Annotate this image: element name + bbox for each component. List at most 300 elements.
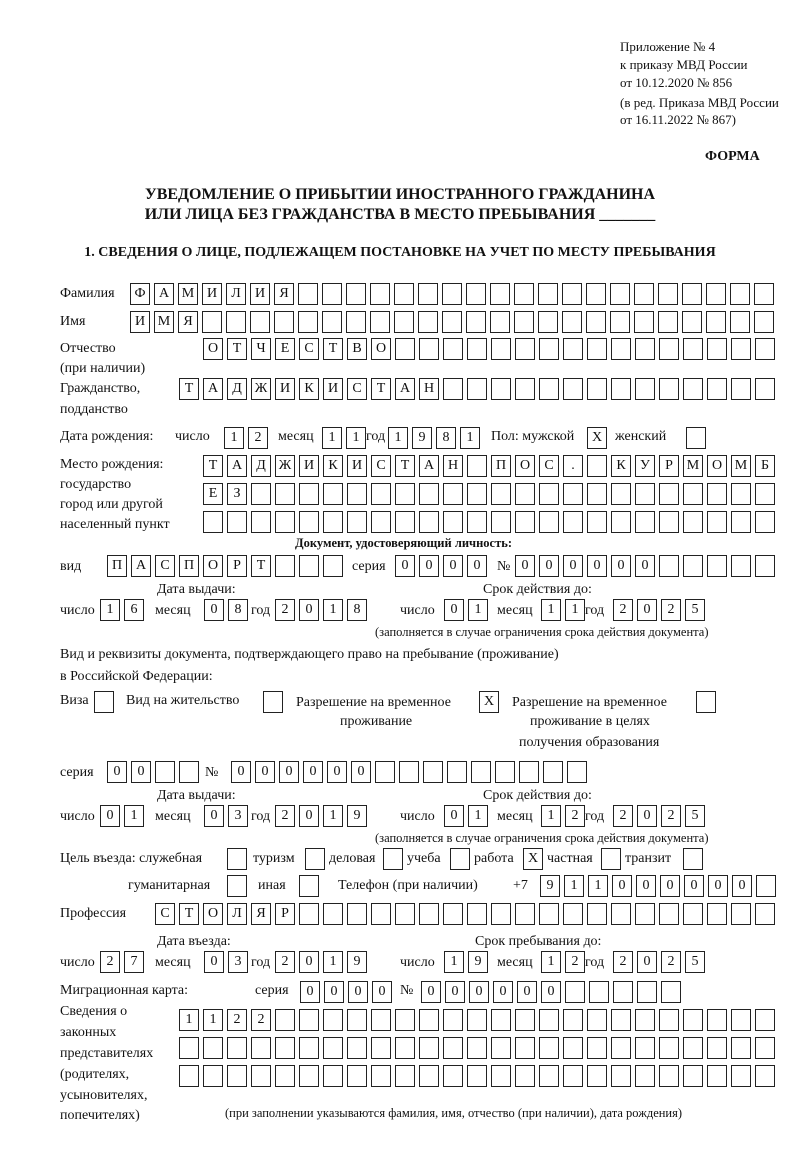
patronymic-char-box[interactable] bbox=[587, 338, 607, 360]
surname-char-box[interactable] bbox=[562, 283, 582, 305]
surname-char-box[interactable] bbox=[754, 283, 774, 305]
migration-number-char-box[interactable]: 0 bbox=[541, 981, 561, 1003]
pob-row1-char-box[interactable]: И bbox=[299, 455, 319, 477]
doc-series-char-box[interactable]: 0 bbox=[419, 555, 439, 577]
reps-row1-char-box[interactable]: 1 bbox=[179, 1009, 199, 1031]
name-char-box[interactable] bbox=[226, 311, 246, 333]
patronymic-char-box[interactable] bbox=[395, 338, 415, 360]
reps-row1-char-box[interactable] bbox=[539, 1009, 559, 1031]
pob-row2-char-box[interactable]: З bbox=[227, 483, 247, 505]
permit-number-char-box[interactable]: 0 bbox=[303, 761, 323, 783]
pob-row2-char-box[interactable] bbox=[707, 483, 727, 505]
doc-type-char-box[interactable]: Р bbox=[227, 555, 247, 577]
permit-valid-month-char-box[interactable]: 2 bbox=[565, 805, 585, 827]
reps-row3-char-box[interactable] bbox=[227, 1065, 247, 1087]
permit-number-char-box[interactable]: 0 bbox=[231, 761, 251, 783]
pob-row3-char-box[interactable] bbox=[563, 511, 583, 533]
pob-row3-char-box[interactable] bbox=[515, 511, 535, 533]
reps-row2-char-box[interactable] bbox=[467, 1037, 487, 1059]
pob-row3-char-box[interactable] bbox=[707, 511, 727, 533]
pob-row3-char-box[interactable] bbox=[755, 511, 775, 533]
patronymic-char-box[interactable] bbox=[443, 338, 463, 360]
permit-series-char-box[interactable] bbox=[179, 761, 199, 783]
reps-row1-char-box[interactable] bbox=[323, 1009, 343, 1031]
profession-char-box[interactable] bbox=[587, 903, 607, 925]
doc-issue-day-char-box[interactable]: 6 bbox=[124, 599, 144, 621]
reps-row3-char-box[interactable] bbox=[611, 1065, 631, 1087]
permit-issue-day-char-box[interactable]: 1 bbox=[124, 805, 144, 827]
citizenship-char-box[interactable] bbox=[731, 378, 751, 400]
name-char-box[interactable] bbox=[658, 311, 678, 333]
surname-char-box[interactable] bbox=[394, 283, 414, 305]
doc-type-char-box[interactable] bbox=[275, 555, 295, 577]
doc-number-char-box[interactable]: 0 bbox=[635, 555, 655, 577]
name-char-box[interactable]: Я bbox=[178, 311, 198, 333]
patronymic-char-box[interactable] bbox=[491, 338, 511, 360]
pob-row2-char-box[interactable] bbox=[563, 483, 583, 505]
profession-char-box[interactable]: С bbox=[155, 903, 175, 925]
doc-valid-day-char-box[interactable]: 0 bbox=[444, 599, 464, 621]
name-char-box[interactable] bbox=[634, 311, 654, 333]
profession-char-box[interactable]: Р bbox=[275, 903, 295, 925]
citizenship-char-box[interactable]: Т bbox=[371, 378, 391, 400]
migration-number-char-box[interactable]: 0 bbox=[469, 981, 489, 1003]
doc-issue-year-char-box[interactable]: 8 bbox=[347, 599, 367, 621]
purpose-business-checkbox[interactable] bbox=[383, 848, 403, 870]
citizenship-char-box[interactable]: Т bbox=[179, 378, 199, 400]
migration-number-char-box[interactable] bbox=[661, 981, 681, 1003]
reps-row2-char-box[interactable] bbox=[419, 1037, 439, 1059]
reps-row2-char-box[interactable] bbox=[683, 1037, 703, 1059]
purpose-study-checkbox[interactable] bbox=[450, 848, 470, 870]
permit-issue-day-char-box[interactable]: 0 bbox=[100, 805, 120, 827]
profession-char-box[interactable]: О bbox=[203, 903, 223, 925]
permit-issue-year-char-box[interactable]: 1 bbox=[323, 805, 343, 827]
reps-row2-char-box[interactable] bbox=[491, 1037, 511, 1059]
permit-valid-year-char-box[interactable]: 2 bbox=[661, 805, 681, 827]
permit-valid-year-char-box[interactable]: 2 bbox=[613, 805, 633, 827]
reps-row1-char-box[interactable] bbox=[683, 1009, 703, 1031]
profession-char-box[interactable] bbox=[707, 903, 727, 925]
name-char-box[interactable] bbox=[610, 311, 630, 333]
citizenship-char-box[interactable]: И bbox=[323, 378, 343, 400]
citizenship-char-box[interactable] bbox=[755, 378, 775, 400]
reps-row1-char-box[interactable] bbox=[755, 1009, 775, 1031]
profession-char-box[interactable] bbox=[491, 903, 511, 925]
pob-row1-char-box[interactable]: Т bbox=[203, 455, 223, 477]
doc-type-char-box[interactable] bbox=[299, 555, 319, 577]
citizenship-char-box[interactable] bbox=[563, 378, 583, 400]
migration-series-char-box[interactable]: 0 bbox=[348, 981, 368, 1003]
entry-day-char-box[interactable]: 7 bbox=[124, 951, 144, 973]
citizenship-char-box[interactable] bbox=[467, 378, 487, 400]
pob-row3-char-box[interactable] bbox=[611, 511, 631, 533]
entry-month-char-box[interactable]: 0 bbox=[204, 951, 224, 973]
pob-row2-char-box[interactable] bbox=[347, 483, 367, 505]
purpose-transit-checkbox[interactable] bbox=[683, 848, 703, 870]
patronymic-char-box[interactable] bbox=[467, 338, 487, 360]
doc-series-char-box[interactable]: 0 bbox=[467, 555, 487, 577]
reps-row3-char-box[interactable] bbox=[179, 1065, 199, 1087]
doc-series-char-box[interactable]: 0 bbox=[395, 555, 415, 577]
dob-year-char-box[interactable]: 1 bbox=[388, 427, 408, 449]
reps-row1-char-box[interactable] bbox=[515, 1009, 535, 1031]
name-char-box[interactable] bbox=[490, 311, 510, 333]
migration-series-char-box[interactable]: 0 bbox=[324, 981, 344, 1003]
reps-row2-char-box[interactable] bbox=[371, 1037, 391, 1059]
pob-row2-char-box[interactable] bbox=[587, 483, 607, 505]
pob-row2-char-box[interactable]: Е bbox=[203, 483, 223, 505]
pob-row2-char-box[interactable] bbox=[251, 483, 271, 505]
migration-number-char-box[interactable] bbox=[589, 981, 609, 1003]
entry-year-char-box[interactable]: 1 bbox=[323, 951, 343, 973]
migration-number-char-box[interactable]: 0 bbox=[445, 981, 465, 1003]
name-char-box[interactable] bbox=[682, 311, 702, 333]
doc-number-char-box[interactable]: 0 bbox=[587, 555, 607, 577]
patronymic-char-box[interactable] bbox=[611, 338, 631, 360]
reps-row3-char-box[interactable] bbox=[539, 1065, 559, 1087]
reps-row1-char-box[interactable] bbox=[275, 1009, 295, 1031]
patronymic-char-box[interactable]: Е bbox=[275, 338, 295, 360]
reps-row3-char-box[interactable] bbox=[443, 1065, 463, 1087]
pob-row1-char-box[interactable]: М bbox=[731, 455, 751, 477]
reps-row2-char-box[interactable] bbox=[563, 1037, 583, 1059]
permit-number-char-box[interactable] bbox=[423, 761, 443, 783]
name-char-box[interactable] bbox=[274, 311, 294, 333]
pob-row1-char-box[interactable]: Р bbox=[659, 455, 679, 477]
surname-char-box[interactable] bbox=[370, 283, 390, 305]
phone-char-box[interactable]: 0 bbox=[636, 875, 656, 897]
doc-valid-month-char-box[interactable]: 1 bbox=[565, 599, 585, 621]
citizenship-char-box[interactable] bbox=[683, 378, 703, 400]
pob-row2-char-box[interactable] bbox=[467, 483, 487, 505]
pob-row1-char-box[interactable]: О bbox=[707, 455, 727, 477]
pob-row2-char-box[interactable] bbox=[635, 483, 655, 505]
reps-row1-char-box[interactable] bbox=[467, 1009, 487, 1031]
reps-row2-char-box[interactable] bbox=[395, 1037, 415, 1059]
reps-row3-char-box[interactable] bbox=[683, 1065, 703, 1087]
doc-issue-month-char-box[interactable]: 8 bbox=[228, 599, 248, 621]
reps-row3-char-box[interactable] bbox=[731, 1065, 751, 1087]
reps-row3-char-box[interactable] bbox=[563, 1065, 583, 1087]
reps-row3-char-box[interactable] bbox=[347, 1065, 367, 1087]
permit-issue-month-char-box[interactable]: 0 bbox=[204, 805, 224, 827]
doc-number-char-box[interactable]: 0 bbox=[563, 555, 583, 577]
reps-row1-char-box[interactable] bbox=[491, 1009, 511, 1031]
reps-row3-char-box[interactable] bbox=[395, 1065, 415, 1087]
profession-char-box[interactable]: Т bbox=[179, 903, 199, 925]
reps-row2-char-box[interactable] bbox=[443, 1037, 463, 1059]
profession-char-box[interactable] bbox=[635, 903, 655, 925]
pob-row1-char-box[interactable]: Н bbox=[443, 455, 463, 477]
doc-number-char-box[interactable] bbox=[659, 555, 679, 577]
surname-char-box[interactable] bbox=[586, 283, 606, 305]
reps-row1-char-box[interactable] bbox=[299, 1009, 319, 1031]
reps-row2-char-box[interactable] bbox=[203, 1037, 223, 1059]
citizenship-char-box[interactable]: Н bbox=[419, 378, 439, 400]
reps-row2-char-box[interactable] bbox=[659, 1037, 679, 1059]
reps-row1-char-box[interactable] bbox=[419, 1009, 439, 1031]
doc-number-char-box[interactable] bbox=[683, 555, 703, 577]
name-char-box[interactable] bbox=[538, 311, 558, 333]
pob-row1-char-box[interactable]: М bbox=[683, 455, 703, 477]
reps-row1-char-box[interactable]: 2 bbox=[227, 1009, 247, 1031]
permit-series-char-box[interactable]: 0 bbox=[107, 761, 127, 783]
permit-valid-day-char-box[interactable]: 0 bbox=[444, 805, 464, 827]
migration-number-char-box[interactable]: 0 bbox=[493, 981, 513, 1003]
doc-number-char-box[interactable]: 0 bbox=[539, 555, 559, 577]
doc-type-char-box[interactable]: А bbox=[131, 555, 151, 577]
stay-year-char-box[interactable]: 2 bbox=[661, 951, 681, 973]
surname-char-box[interactable]: Я bbox=[274, 283, 294, 305]
pob-row3-char-box[interactable] bbox=[539, 511, 559, 533]
surname-char-box[interactable] bbox=[442, 283, 462, 305]
surname-char-box[interactable] bbox=[298, 283, 318, 305]
surname-char-box[interactable]: М bbox=[178, 283, 198, 305]
name-char-box[interactable] bbox=[466, 311, 486, 333]
reps-row2-char-box[interactable] bbox=[587, 1037, 607, 1059]
pob-row2-char-box[interactable] bbox=[275, 483, 295, 505]
pob-row2-char-box[interactable] bbox=[299, 483, 319, 505]
doc-valid-year-char-box[interactable]: 5 bbox=[685, 599, 705, 621]
migration-number-char-box[interactable] bbox=[565, 981, 585, 1003]
doc-valid-month-char-box[interactable]: 1 bbox=[541, 599, 561, 621]
pob-row1-char-box[interactable]: И bbox=[347, 455, 367, 477]
permit-number-char-box[interactable] bbox=[495, 761, 515, 783]
pob-row2-char-box[interactable] bbox=[659, 483, 679, 505]
patronymic-char-box[interactable] bbox=[419, 338, 439, 360]
permit-number-char-box[interactable]: 0 bbox=[351, 761, 371, 783]
reps-row1-char-box[interactable] bbox=[635, 1009, 655, 1031]
doc-valid-year-char-box[interactable]: 2 bbox=[613, 599, 633, 621]
doc-issue-year-char-box[interactable]: 1 bbox=[323, 599, 343, 621]
citizenship-char-box[interactable] bbox=[515, 378, 535, 400]
reps-row2-char-box[interactable] bbox=[299, 1037, 319, 1059]
name-char-box[interactable] bbox=[370, 311, 390, 333]
profession-char-box[interactable] bbox=[347, 903, 367, 925]
profession-char-box[interactable] bbox=[395, 903, 415, 925]
patronymic-char-box[interactable] bbox=[563, 338, 583, 360]
doc-type-char-box[interactable]: П bbox=[179, 555, 199, 577]
visa-checkbox[interactable] bbox=[94, 691, 114, 713]
pob-row3-char-box[interactable] bbox=[419, 511, 439, 533]
profession-char-box[interactable]: Л bbox=[227, 903, 247, 925]
reps-row3-char-box[interactable] bbox=[275, 1065, 295, 1087]
reps-row1-char-box[interactable] bbox=[563, 1009, 583, 1031]
reps-row3-char-box[interactable] bbox=[659, 1065, 679, 1087]
pob-row3-char-box[interactable] bbox=[203, 511, 223, 533]
name-char-box[interactable] bbox=[754, 311, 774, 333]
migration-number-char-box[interactable] bbox=[613, 981, 633, 1003]
stay-year-char-box[interactable]: 0 bbox=[637, 951, 657, 973]
entry-year-char-box[interactable]: 9 bbox=[347, 951, 367, 973]
reps-row3-char-box[interactable] bbox=[707, 1065, 727, 1087]
permit-number-char-box[interactable] bbox=[567, 761, 587, 783]
pob-row3-char-box[interactable] bbox=[323, 511, 343, 533]
pob-row2-char-box[interactable] bbox=[611, 483, 631, 505]
pob-row2-char-box[interactable] bbox=[491, 483, 511, 505]
doc-valid-year-char-box[interactable]: 0 bbox=[637, 599, 657, 621]
pob-row1-char-box[interactable]: П bbox=[491, 455, 511, 477]
patronymic-char-box[interactable] bbox=[731, 338, 751, 360]
profession-char-box[interactable] bbox=[371, 903, 391, 925]
pob-row3-char-box[interactable] bbox=[587, 511, 607, 533]
permit-number-char-box[interactable] bbox=[543, 761, 563, 783]
name-char-box[interactable] bbox=[250, 311, 270, 333]
reps-row2-char-box[interactable] bbox=[635, 1037, 655, 1059]
pob-row2-char-box[interactable] bbox=[323, 483, 343, 505]
reps-row3-char-box[interactable] bbox=[419, 1065, 439, 1087]
dob-day-char-box[interactable]: 2 bbox=[248, 427, 268, 449]
reps-row2-char-box[interactable] bbox=[347, 1037, 367, 1059]
reps-row1-char-box[interactable] bbox=[587, 1009, 607, 1031]
dob-year-char-box[interactable]: 9 bbox=[412, 427, 432, 449]
name-char-box[interactable] bbox=[418, 311, 438, 333]
doc-issue-year-char-box[interactable]: 0 bbox=[299, 599, 319, 621]
dob-day-char-box[interactable]: 1 bbox=[224, 427, 244, 449]
reps-row2-char-box[interactable] bbox=[227, 1037, 247, 1059]
pob-row1-char-box[interactable]: Т bbox=[395, 455, 415, 477]
reps-row3-char-box[interactable] bbox=[491, 1065, 511, 1087]
patronymic-char-box[interactable]: О bbox=[203, 338, 223, 360]
profession-char-box[interactable] bbox=[683, 903, 703, 925]
residence-permit-checkbox[interactable] bbox=[263, 691, 283, 713]
reps-row3-char-box[interactable] bbox=[587, 1065, 607, 1087]
pob-row2-char-box[interactable] bbox=[443, 483, 463, 505]
stay-month-char-box[interactable]: 1 bbox=[541, 951, 561, 973]
reps-row1-char-box[interactable] bbox=[731, 1009, 751, 1031]
surname-char-box[interactable] bbox=[538, 283, 558, 305]
purpose-humanitarian-checkbox[interactable] bbox=[227, 875, 247, 897]
doc-valid-year-char-box[interactable]: 2 bbox=[661, 599, 681, 621]
patronymic-char-box[interactable] bbox=[683, 338, 703, 360]
phone-char-box[interactable]: 0 bbox=[684, 875, 704, 897]
reps-row2-char-box[interactable] bbox=[755, 1037, 775, 1059]
reps-row1-char-box[interactable]: 2 bbox=[251, 1009, 271, 1031]
doc-number-char-box[interactable]: 0 bbox=[515, 555, 535, 577]
reps-row3-char-box[interactable] bbox=[755, 1065, 775, 1087]
reps-row2-char-box[interactable] bbox=[515, 1037, 535, 1059]
reps-row2-char-box[interactable] bbox=[611, 1037, 631, 1059]
name-char-box[interactable] bbox=[586, 311, 606, 333]
reps-row1-char-box[interactable]: 1 bbox=[203, 1009, 223, 1031]
pob-row3-char-box[interactable] bbox=[395, 511, 415, 533]
profession-char-box[interactable] bbox=[323, 903, 343, 925]
pob-row3-char-box[interactable] bbox=[371, 511, 391, 533]
doc-number-char-box[interactable] bbox=[731, 555, 751, 577]
permit-series-char-box[interactable]: 0 bbox=[131, 761, 151, 783]
reps-row3-char-box[interactable] bbox=[251, 1065, 271, 1087]
citizenship-char-box[interactable] bbox=[443, 378, 463, 400]
name-char-box[interactable] bbox=[346, 311, 366, 333]
reps-row3-char-box[interactable] bbox=[203, 1065, 223, 1087]
phone-char-box[interactable] bbox=[756, 875, 776, 897]
stay-month-char-box[interactable]: 2 bbox=[565, 951, 585, 973]
profession-char-box[interactable] bbox=[443, 903, 463, 925]
trp-education-checkbox[interactable] bbox=[696, 691, 716, 713]
citizenship-char-box[interactable]: Д bbox=[227, 378, 247, 400]
reps-row2-char-box[interactable] bbox=[251, 1037, 271, 1059]
name-char-box[interactable] bbox=[730, 311, 750, 333]
reps-row1-char-box[interactable] bbox=[659, 1009, 679, 1031]
reps-row2-char-box[interactable] bbox=[179, 1037, 199, 1059]
reps-row2-char-box[interactable] bbox=[731, 1037, 751, 1059]
permit-number-char-box[interactable] bbox=[447, 761, 467, 783]
doc-type-char-box[interactable] bbox=[323, 555, 343, 577]
pob-row2-char-box[interactable] bbox=[683, 483, 703, 505]
permit-issue-year-char-box[interactable]: 2 bbox=[275, 805, 295, 827]
name-char-box[interactable] bbox=[706, 311, 726, 333]
reps-row2-char-box[interactable] bbox=[539, 1037, 559, 1059]
reps-row3-char-box[interactable] bbox=[635, 1065, 655, 1087]
citizenship-char-box[interactable] bbox=[707, 378, 727, 400]
pob-row2-char-box[interactable] bbox=[371, 483, 391, 505]
reps-row3-char-box[interactable] bbox=[371, 1065, 391, 1087]
permit-valid-year-char-box[interactable]: 5 bbox=[685, 805, 705, 827]
permit-valid-month-char-box[interactable]: 1 bbox=[541, 805, 561, 827]
reps-row1-char-box[interactable] bbox=[443, 1009, 463, 1031]
surname-char-box[interactable]: Л bbox=[226, 283, 246, 305]
profession-char-box[interactable] bbox=[659, 903, 679, 925]
surname-char-box[interactable] bbox=[706, 283, 726, 305]
surname-char-box[interactable] bbox=[418, 283, 438, 305]
phone-char-box[interactable]: 0 bbox=[732, 875, 752, 897]
pob-row3-char-box[interactable] bbox=[443, 511, 463, 533]
surname-char-box[interactable]: Ф bbox=[130, 283, 150, 305]
doc-number-char-box[interactable] bbox=[707, 555, 727, 577]
pob-row1-char-box[interactable]: Б bbox=[755, 455, 775, 477]
patronymic-char-box[interactable]: О bbox=[371, 338, 391, 360]
pob-row3-char-box[interactable] bbox=[491, 511, 511, 533]
phone-char-box[interactable]: 0 bbox=[708, 875, 728, 897]
pob-row2-char-box[interactable] bbox=[419, 483, 439, 505]
profession-char-box[interactable] bbox=[467, 903, 487, 925]
pob-row1-char-box[interactable]: . bbox=[563, 455, 583, 477]
doc-type-char-box[interactable]: О bbox=[203, 555, 223, 577]
reps-row1-char-box[interactable] bbox=[395, 1009, 415, 1031]
citizenship-char-box[interactable] bbox=[539, 378, 559, 400]
citizenship-char-box[interactable] bbox=[587, 378, 607, 400]
doc-issue-year-char-box[interactable]: 2 bbox=[275, 599, 295, 621]
profession-char-box[interactable] bbox=[611, 903, 631, 925]
permit-number-char-box[interactable] bbox=[471, 761, 491, 783]
pob-row3-char-box[interactable] bbox=[635, 511, 655, 533]
pob-row3-char-box[interactable] bbox=[659, 511, 679, 533]
patronymic-char-box[interactable] bbox=[659, 338, 679, 360]
permit-number-char-box[interactable] bbox=[375, 761, 395, 783]
pob-row3-char-box[interactable] bbox=[731, 511, 751, 533]
migration-number-char-box[interactable]: 0 bbox=[517, 981, 537, 1003]
patronymic-char-box[interactable]: С bbox=[299, 338, 319, 360]
pob-row3-char-box[interactable] bbox=[683, 511, 703, 533]
surname-char-box[interactable] bbox=[322, 283, 342, 305]
permit-series-char-box[interactable] bbox=[155, 761, 175, 783]
pob-row2-char-box[interactable] bbox=[731, 483, 751, 505]
doc-type-char-box[interactable]: П bbox=[107, 555, 127, 577]
profession-char-box[interactable] bbox=[563, 903, 583, 925]
migration-number-char-box[interactable]: 0 bbox=[421, 981, 441, 1003]
name-char-box[interactable]: И bbox=[130, 311, 150, 333]
reps-row3-char-box[interactable] bbox=[299, 1065, 319, 1087]
pob-row1-char-box[interactable]: О bbox=[515, 455, 535, 477]
pob-row3-char-box[interactable] bbox=[227, 511, 247, 533]
phone-char-box[interactable]: 1 bbox=[588, 875, 608, 897]
profession-char-box[interactable] bbox=[299, 903, 319, 925]
purpose-tourism-checkbox[interactable] bbox=[305, 848, 325, 870]
permit-number-char-box[interactable]: 0 bbox=[279, 761, 299, 783]
surname-char-box[interactable] bbox=[682, 283, 702, 305]
permit-issue-year-char-box[interactable]: 9 bbox=[347, 805, 367, 827]
